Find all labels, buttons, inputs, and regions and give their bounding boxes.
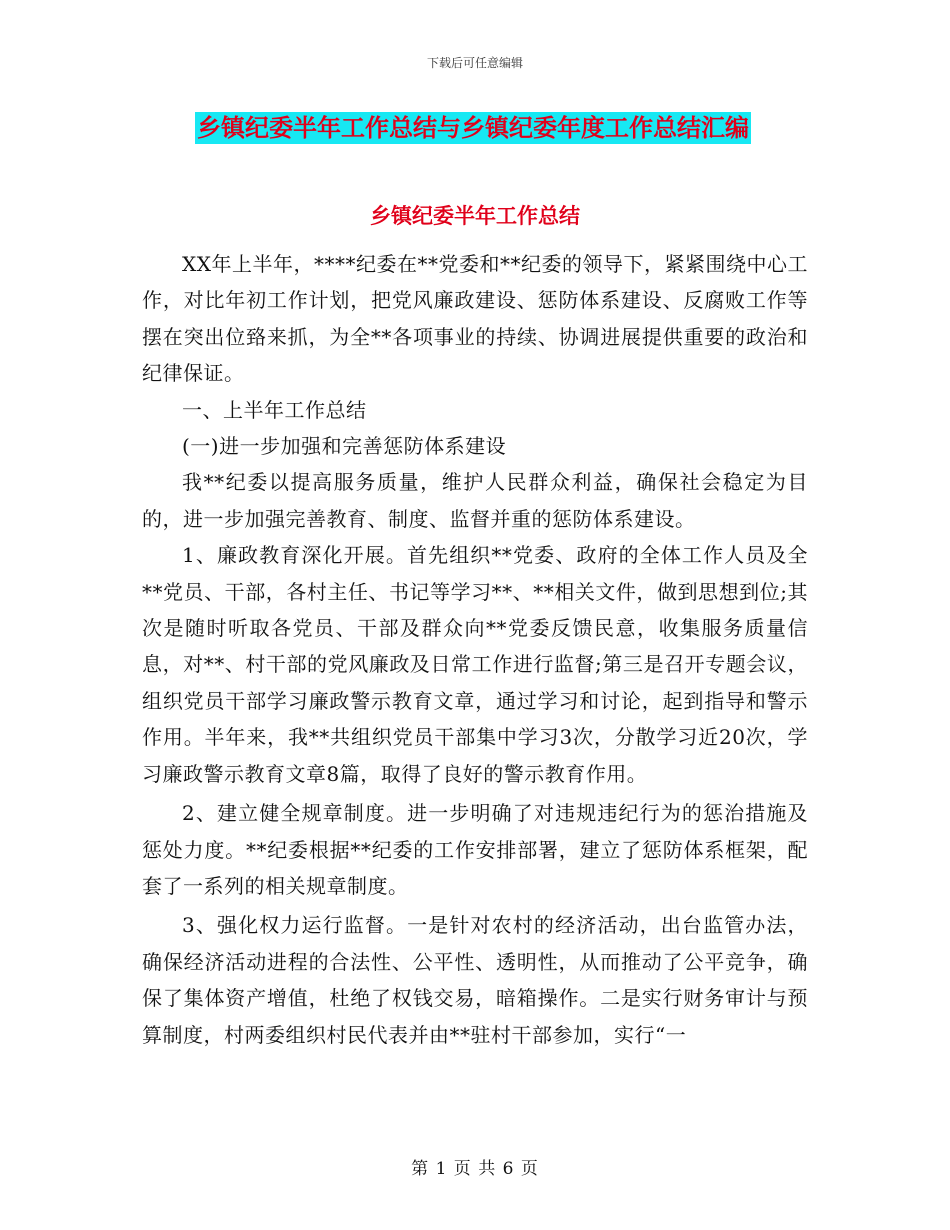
paragraph-purpose: 我**纪委以提高服务质量，维护人民群众利益，确保社会稳定为目的，进一步加强完善教育、制度、监督并重的惩防体系建设。 xyxy=(142,470,808,531)
paragraph-item-2: 2、建立健全规章制度。进一步明确了对违规违纪行为的惩治措施及惩处力度。**纪委根据**纪委的工作安排部署，建立了惩防体系框架，配套了一系列的相关规章制度。 xyxy=(142,801,808,898)
heading-subsection-one: (一)进一步加强和完善惩防体系建设 xyxy=(182,434,507,459)
document-main-title: 乡镇纪委半年工作总结与乡镇纪委年度工作总结汇编 xyxy=(197,114,749,142)
heading-section-one: 一、上半年工作总结 xyxy=(182,397,367,422)
paragraph-item-3: 3、强化权力运行监督。一是针对农村的经济活动，出台监管办法，确保经济活动进程的合法性、公平性、透明性，从而推动了公平竞争，确保了集体资产增值，杜绝了权钱交易，暗箱操作。二是实行财务审计与预算制度，村两委组织村民代表并由**驻村干部参加，实行“一 xyxy=(142,913,808,1047)
paragraph-intro: XX年上半年，****纪委在**党委和**纪委的领导下，紧紧围绕中心工作，对比年初工作计划，把党风廉政建设、惩防体系建设、反腐败工作等摆在突出位臵来抓，为全**各项事业的持续、协调进展提供重要的政治和纪律保证。 xyxy=(142,252,808,386)
document-body xyxy=(142,246,808,1053)
header-note: 下载后可任意编辑 xyxy=(426,56,523,70)
paragraph-item-1: 1、廉政教育深化开展。首先组织**党委、政府的全体工作人员及全**党员、干部，各村主任、书记等学习**、**相关文件，做到思想到位;其次是随时听取各党员、干部及群众向**党委反馈民意，收集服务质量信息，对**、村干部的党风廉政及日常工作进行监督;第三是召开专题会议，组织党员干部学习廉政警示教育文章，通过学习和讨论，起到指导和警示作用。半年来，我**共组织党员干部集中学习3次，分散学习近20次，学习廉政警示教育文章8篇，取得了良好的警示教育作用。 xyxy=(142,543,808,786)
page-number-footer: 第 1 页 共 6 页 xyxy=(411,1159,539,1179)
section-title: 乡镇纪委半年工作总结 xyxy=(370,204,580,228)
